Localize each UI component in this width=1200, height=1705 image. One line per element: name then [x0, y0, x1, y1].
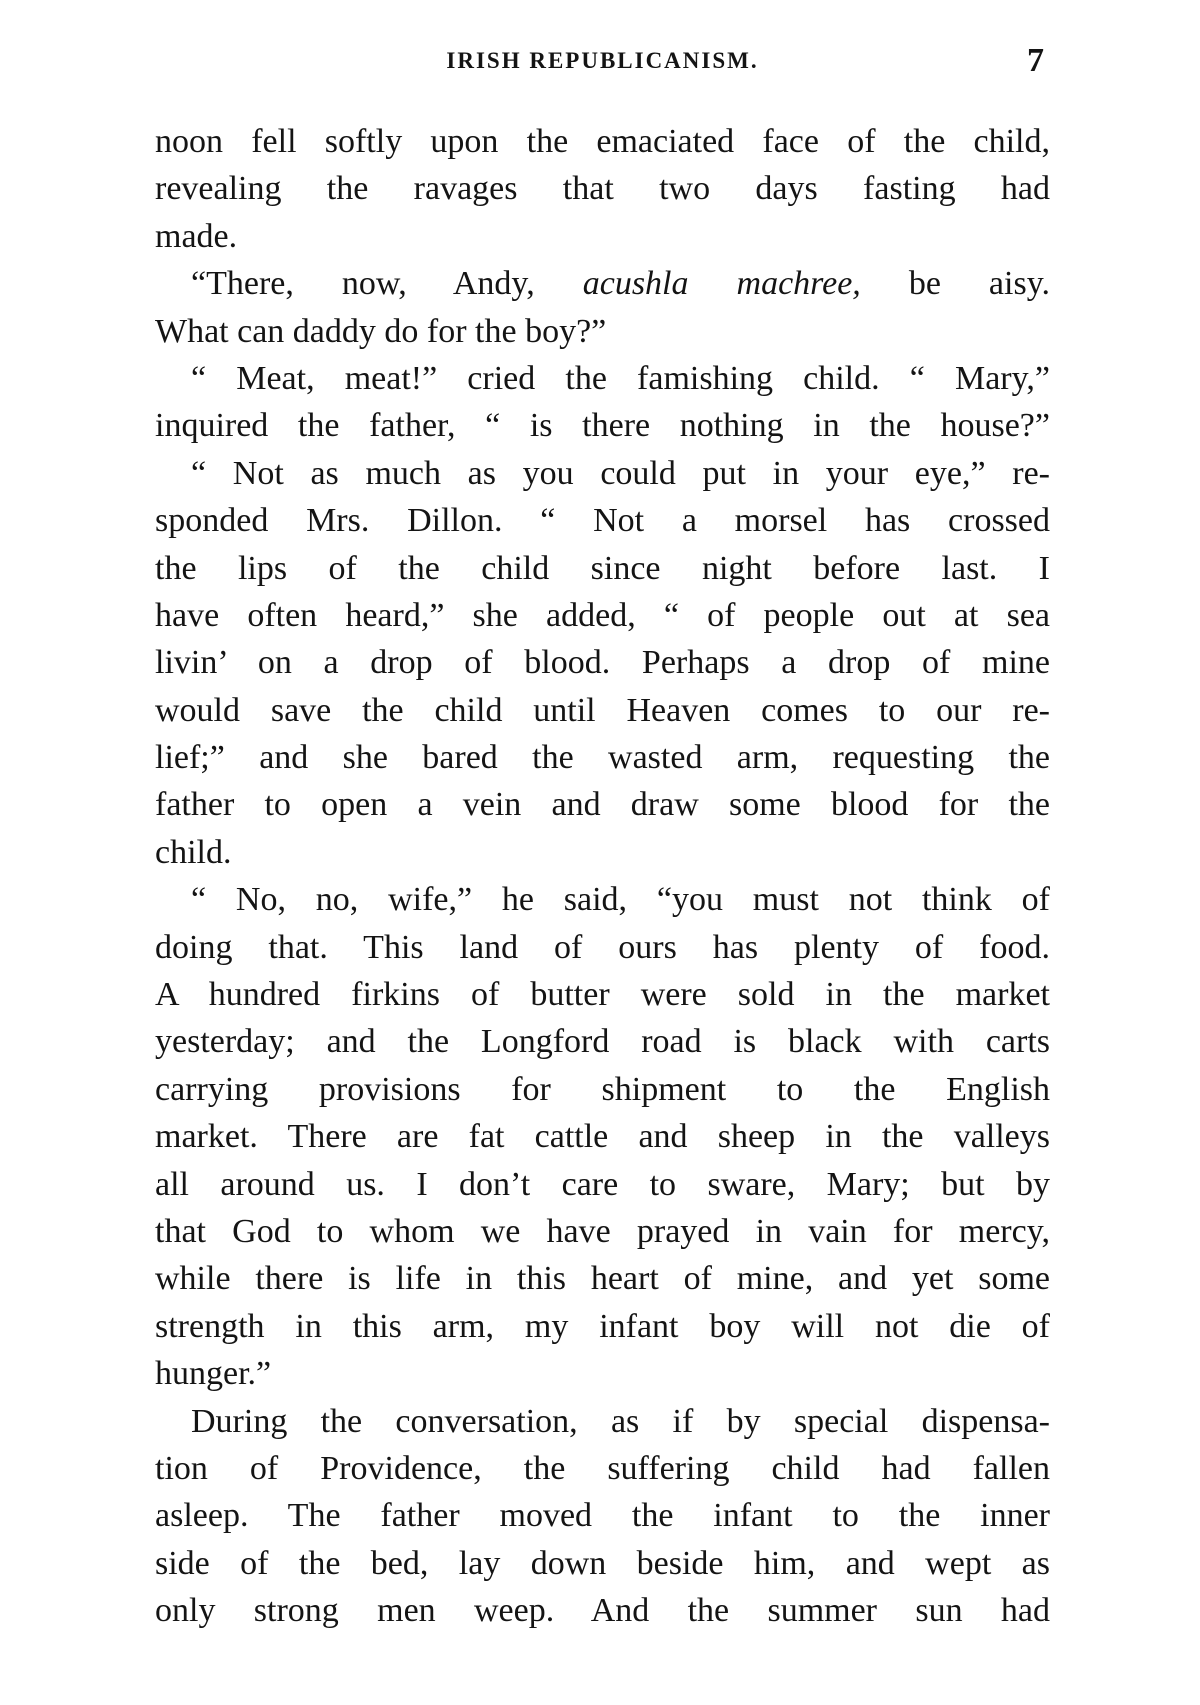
- text-line: inquired the father, “ is there nothing in the house?”: [155, 407, 1050, 445]
- text-line: tion of Providence, the suffering child had fallen: [155, 1449, 1050, 1487]
- text-line: noon fell softly upon the emaciated face of the child,: [155, 123, 1050, 160]
- text-line: carrying provisions for shipment to the English: [155, 1070, 1050, 1108]
- text-line: “ No, no, wife,” he said, “you must not think of: [191, 881, 1050, 919]
- text-line: sponded Mrs. Dillon. “ Not a morsel has crossed: [155, 502, 1050, 540]
- text-line: yesterday; and the Longford road is black with carts: [155, 1023, 1050, 1061]
- page-number: 7: [1027, 42, 1044, 79]
- body-text: [155, 118, 1050, 1635]
- text-line: “ Meat, meat!” cried the famishing child. “ Mary,”: [191, 359, 1050, 397]
- text-line: all around us. I don’t care to sware, Mary; but by: [155, 1165, 1050, 1203]
- text-line: strength in this arm, my infant boy will not die of: [155, 1307, 1050, 1345]
- text-segment: be aisy.: [908, 265, 1050, 303]
- text-line: child.: [155, 833, 232, 871]
- text-line: livin’ on a drop of blood. Perhaps a drop of mine: [155, 644, 1050, 682]
- text-line: made.: [155, 217, 238, 255]
- running-title: IRISH REPUBLICANISM.: [446, 48, 759, 73]
- text-line: revealing the ravages that two days fasting had: [155, 170, 1050, 208]
- text-line: lief;” and she bared the wasted arm, requesting the: [155, 739, 1050, 777]
- text-line: A hundred firkins of butter were sold in the market: [155, 976, 1050, 1014]
- text-line: What can daddy do for the boy?”: [155, 312, 607, 350]
- text-line: “ Not as much as you could put in your eye,” re-: [191, 454, 1050, 492]
- text-line: market. There are fat cattle and sheep in the valleys: [155, 1118, 1050, 1156]
- text-line: have often heard,” she added, “ of people out at sea: [155, 596, 1050, 634]
- text-line: side of the bed, lay down beside him, and wept as: [155, 1544, 1050, 1582]
- text-line: [155, 260, 1050, 307]
- text-line: During the conversation, as if by special dispensa-: [191, 1402, 1050, 1440]
- text-line: hunger.”: [155, 1355, 272, 1393]
- text-line: only strong men weep. And the summer sun had: [155, 1592, 1050, 1630]
- text-line: doing that. This land of ours has plenty of food.: [155, 928, 1050, 966]
- text-line: while there is life in this heart of mine, and yet some: [155, 1260, 1050, 1298]
- text-line: father to open a vein and draw some blood for the: [155, 786, 1050, 824]
- italic-phrase: acushla machree,: [582, 265, 861, 303]
- text-line: would save the child until Heaven comes to our re-: [155, 691, 1050, 729]
- text-segment: “There, now, Andy,: [191, 265, 535, 303]
- text-line: asleep. The father moved the infant to the inner: [155, 1497, 1050, 1535]
- running-head: [155, 42, 1050, 86]
- text-line: that God to whom we have prayed in vain for mercy,: [155, 1212, 1050, 1250]
- text-line: the lips of the child since night before last. I: [155, 549, 1050, 587]
